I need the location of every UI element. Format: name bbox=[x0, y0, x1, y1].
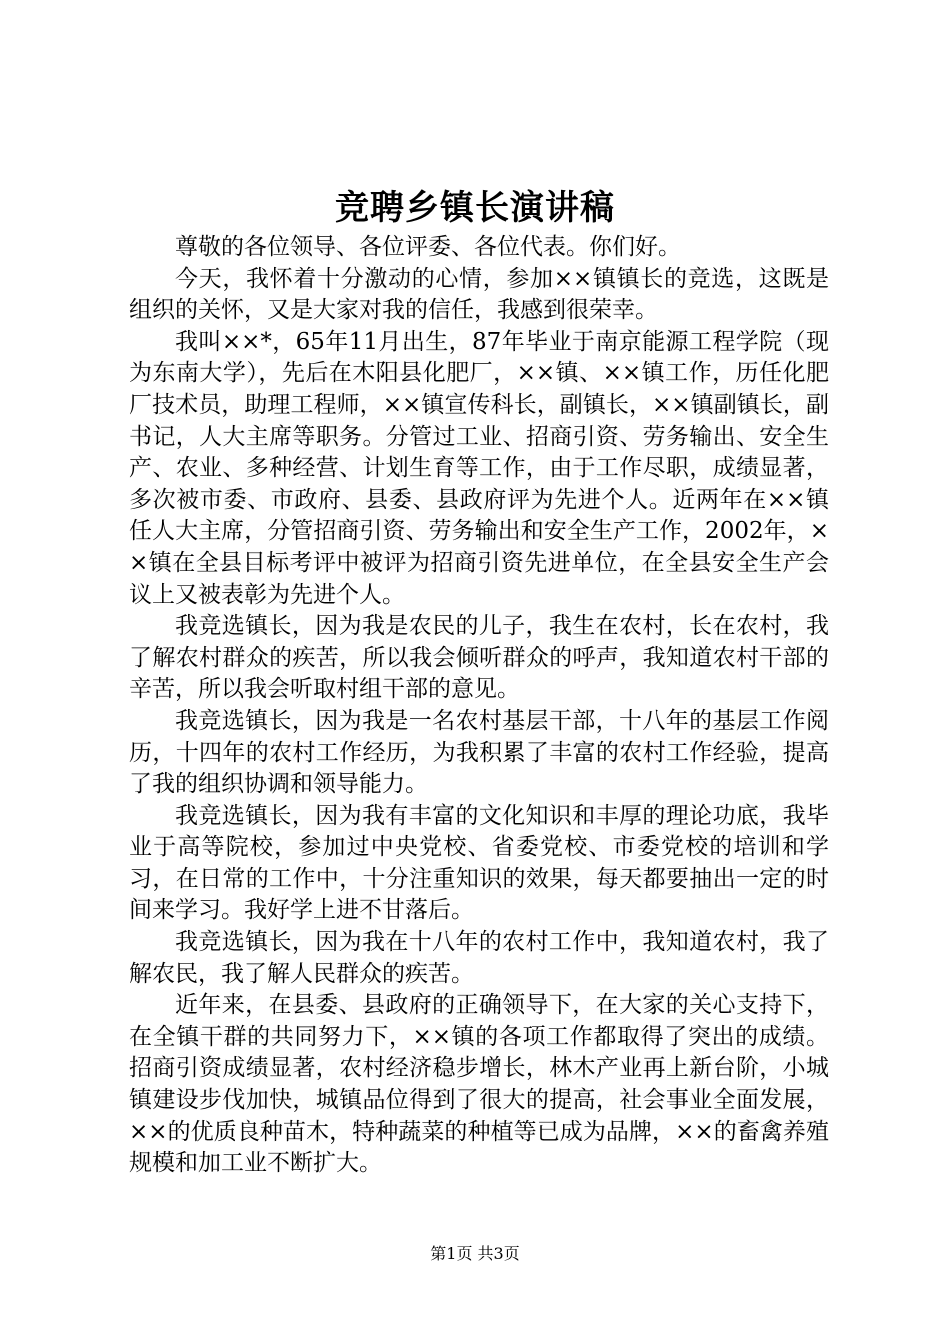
paragraph-reason-farmer: 我竞选镇长，因为我是农民的儿子，我生在农村，长在农村，我了解农村群众的疾苦，所以我会倾听群众的呼声，我知道农村干部的辛苦，所以我会听取村组干部的意见。 bbox=[129, 613, 829, 703]
paragraph-reason-understanding: 我竞选镇长，因为我在十八年的农村工作中，我知道农村，我了解农民，我了解人民群众的疾苦。 bbox=[129, 929, 829, 987]
paragraph-reason-knowledge: 我竞选镇长，因为我有丰富的文化知识和丰厚的理论功底，我毕业于高等院校，参加过中央党校、省委党校、市委党校的培训和学习，在日常的工作中，十分注重知识的效果，每天都要抽出一定的时间来学习。我好学上进不甘落后。 bbox=[129, 802, 829, 924]
document-body bbox=[129, 232, 829, 1180]
paragraph-reason-experience: 我竞选镇长，因为我是一名农村基层干部，十八年的基层工作阅历，十四年的农村工作经历，为我积累了丰富的农村工作经验，提高了我的组织协调和领导能力。 bbox=[129, 707, 829, 798]
paragraph-biography: 我叫××*，65年11月出生，87年毕业于南京能源工程学院（现为东南大学），先后在木阳县化肥厂，××镇、××镇工作，历任化肥厂技术员，助理工程师，××镇宣传科长，副镇长，××镇副镇长，副书记，人大主席等职务。分管过工业、招商引资、劳务输出、安全生产、农业、多种经营、计划生育等工作，由于工作尽职，成绩显著，多次被市委、市政府、县委、县政府评为先进个人。近两年在××镇任人大主席，分管招商引资、劳务输出和安全生产工作，2002年，××镇在全县目标考评中被评为招商引资先进单位，在全县安全生产会议上又被表彰为先进个人。 bbox=[129, 328, 829, 608]
paragraph-achievements: 近年来，在县委、县政府的正确领导下，在大家的关心支持下，在全镇干群的共同努力下，××镇的各项工作都取得了突出的成绩。招商引资成绩显著，农村经济稳步增长，林木产业再上新台阶，小城镇建设步伐加快，城镇品位得到了很大的提高，社会事业全面发展，××的优质良种苗木，特种蔬菜的种植等已成为品牌，××的畜禽养殖规模和加工业不断扩大。 bbox=[129, 992, 829, 1177]
page-indicator: 第1页 共3页 bbox=[430, 1244, 520, 1263]
document-title: 竞聘乡镇长演讲稿 bbox=[335, 188, 615, 228]
paragraph-opening: 今天，我怀着十分激动的心情，参加××镇镇长的竞选，这既是组织的关怀，又是大家对我的信任，我感到很荣幸。 bbox=[129, 265, 829, 324]
paragraph-greeting: 尊敬的各位领导、各位评委、各位代表。你们好。 bbox=[175, 234, 681, 260]
